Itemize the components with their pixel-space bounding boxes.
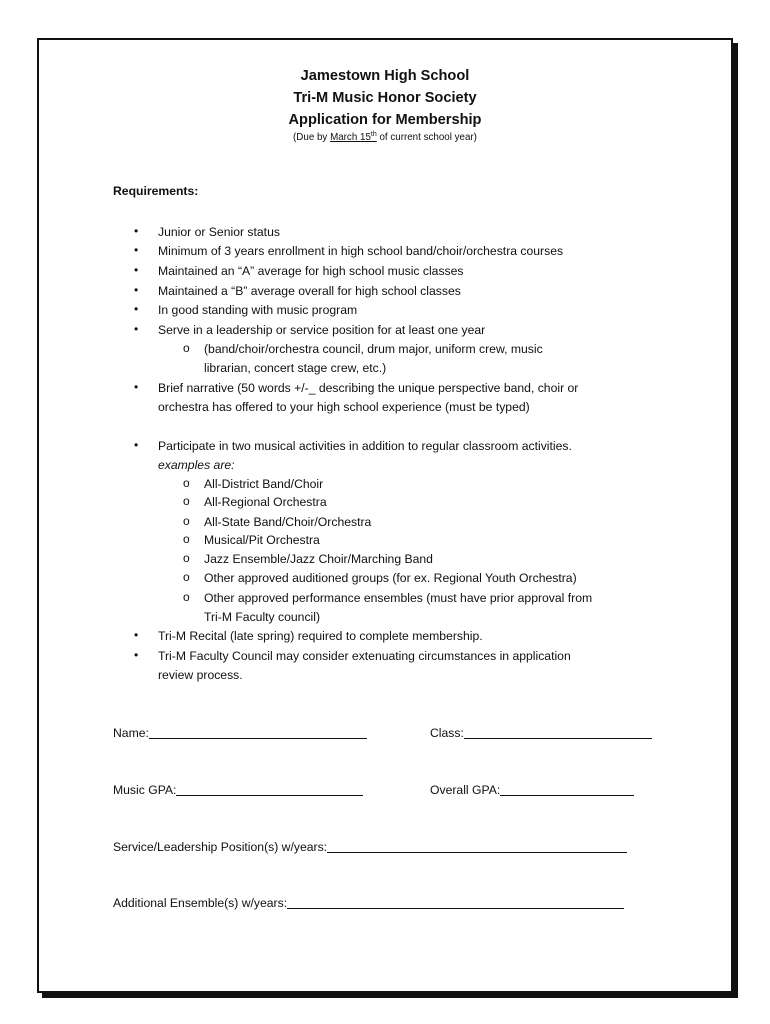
example-item: Other approved performance ensembles (must have prior approval from: [204, 591, 593, 605]
class-field: [430, 724, 652, 740]
overall-gpa-label: Overall GPA:: [430, 783, 501, 797]
additional-ensemble-field: [113, 894, 624, 910]
requirement-item: Brief narrative (50 words +/-_ describing the unique perspective band, choir or: [158, 381, 579, 395]
music-gpa-label: Music GPA:: [113, 783, 177, 797]
requirements-heading: Requirements:: [113, 184, 199, 198]
requirement-sub-item: (band/choir/orchestra council, drum major, uniform crew, music: [204, 342, 543, 356]
requirement-item: Junior or Senior status: [158, 225, 280, 239]
bullet-icon: •: [134, 302, 139, 316]
form-title: Application for Membership: [288, 112, 482, 128]
music-gpa-field: [113, 781, 363, 797]
name-label: Name:: [113, 726, 149, 740]
requirement-item: Maintained an “A” average for high school music classes: [158, 264, 464, 278]
bullet-icon: •: [134, 438, 139, 452]
sub-bullet-icon: o: [183, 341, 190, 355]
class-label: Class:: [430, 726, 464, 740]
requirement-item-cont: orchestra has offered to your high school experience (must be typed): [158, 400, 530, 414]
additional-ensemble-label: Additional Ensemble(s) w/years:: [113, 896, 288, 910]
society-title: Tri-M Music Honor Society: [293, 90, 477, 106]
requirement-item: Maintained a “B” average overall for high school classes: [158, 284, 461, 298]
overall-gpa-field: [430, 781, 634, 797]
requirement-item: Tri-M Faculty Council may consider extenuating circumstances in application: [158, 649, 571, 663]
due-suffix: of current school year): [376, 132, 477, 143]
requirement-item: Serve in a leadership or service position for at least one year: [158, 323, 486, 337]
bullet-icon: •: [134, 322, 139, 336]
school-title: Jamestown High School: [300, 68, 470, 84]
due-prefix: (Due by: [293, 132, 331, 143]
name-field: [113, 724, 367, 740]
example-item-cont: Tri-M Faculty council): [204, 610, 321, 624]
service-position-label: Service/Leadership Position(s) w/years:: [113, 840, 328, 854]
due-date-note: [0, 131, 770, 145]
bullet-icon: •: [134, 380, 139, 394]
name-input[interactable]: [149, 724, 367, 739]
requirement-item: Participate in two musical activities in addition to regular classroom activities.: [158, 439, 572, 453]
requirement-item-cont: review process.: [158, 668, 243, 682]
service-position-input[interactable]: [327, 838, 627, 853]
service-position-field: [113, 838, 627, 854]
bullet-icon: •: [134, 283, 139, 297]
example-item: Jazz Ensemble/Jazz Choir/Marching Band: [204, 552, 433, 566]
requirement-item: Minimum of 3 years enrollment in high school band/choir/orchestra courses: [158, 244, 564, 258]
bullet-icon: •: [134, 628, 139, 642]
sub-bullet-icon: o: [183, 570, 190, 584]
sub-bullet-icon: o: [183, 514, 190, 528]
example-item: All-Regional Orchestra: [204, 495, 327, 509]
sub-bullet-icon: o: [183, 532, 190, 546]
example-item: All-District Band/Choir: [204, 477, 324, 491]
additional-ensemble-input[interactable]: [287, 894, 624, 909]
due-date: March 15th: [330, 131, 377, 143]
example-item: All-State Band/Choir/Orchestra: [204, 515, 372, 529]
bullet-icon: •: [134, 224, 139, 238]
bullet-icon: •: [134, 648, 139, 662]
requirement-item: Tri-M Recital (late spring) required to complete membership.: [158, 629, 483, 643]
sub-bullet-icon: o: [183, 590, 190, 604]
examples-label: examples are:: [158, 458, 235, 472]
bullet-icon: •: [134, 263, 139, 277]
sub-bullet-icon: o: [183, 494, 190, 508]
class-input[interactable]: [464, 724, 652, 739]
example-item: Other approved auditioned groups (for ex. Regional Youth Orchestra): [204, 571, 577, 585]
overall-gpa-input[interactable]: [500, 781, 634, 796]
bullet-icon: •: [134, 243, 139, 257]
requirement-item: In good standing with music program: [158, 303, 358, 317]
requirement-sub-item-cont: librarian, concert stage crew, etc.): [204, 361, 387, 375]
music-gpa-input[interactable]: [176, 781, 363, 796]
sub-bullet-icon: o: [183, 551, 190, 565]
example-item: Musical/Pit Orchestra: [204, 533, 320, 547]
sub-bullet-icon: o: [183, 476, 190, 490]
